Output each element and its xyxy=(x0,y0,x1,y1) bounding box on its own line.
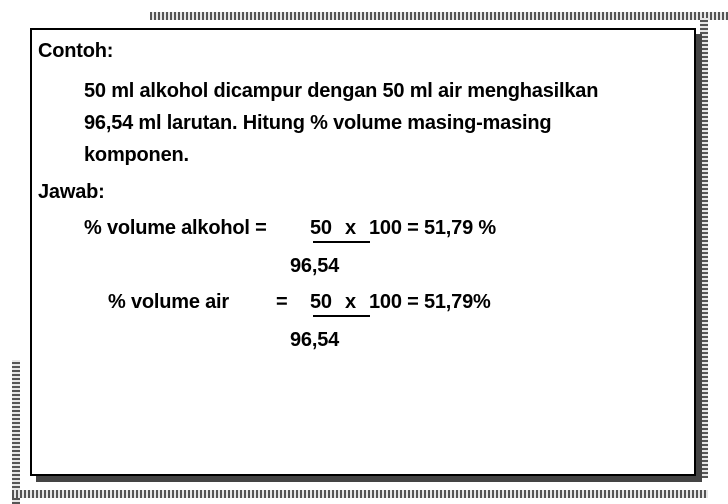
decorative-left-stripe xyxy=(12,360,20,504)
answer-heading: Jawab: xyxy=(38,181,105,203)
decorative-bottom-stripe xyxy=(12,490,708,498)
water-fraction-bar xyxy=(313,315,370,317)
water-times-sign: x xyxy=(345,291,356,313)
decorative-right-stripe xyxy=(700,18,708,478)
alcohol-denominator: 96,54 xyxy=(290,255,340,277)
water-equals-sign: = xyxy=(276,291,288,313)
example-heading: Contoh: xyxy=(38,40,114,62)
example-line-2: 96,54 ml larutan. Hitung % volume masing-masing xyxy=(84,112,552,134)
water-result: 100 = 51,79% xyxy=(369,291,491,313)
alcohol-fraction-bar xyxy=(313,241,370,243)
alcohol-result: 100 = 51,79 % xyxy=(369,217,496,239)
decorative-top-stripe xyxy=(150,12,728,20)
water-formula-label: % volume air xyxy=(108,291,229,313)
alcohol-times-sign: x xyxy=(345,217,356,239)
alcohol-numerator: 50 xyxy=(310,217,332,239)
example-line-3: komponen. xyxy=(84,144,189,166)
example-line-1: 50 ml alkohol dicampur dengan 50 ml air menghasilkan xyxy=(84,80,599,102)
water-denominator: 96,54 xyxy=(290,329,340,351)
water-numerator: 50 xyxy=(310,291,332,313)
alcohol-formula-label: % volume alkohol = xyxy=(84,217,267,239)
